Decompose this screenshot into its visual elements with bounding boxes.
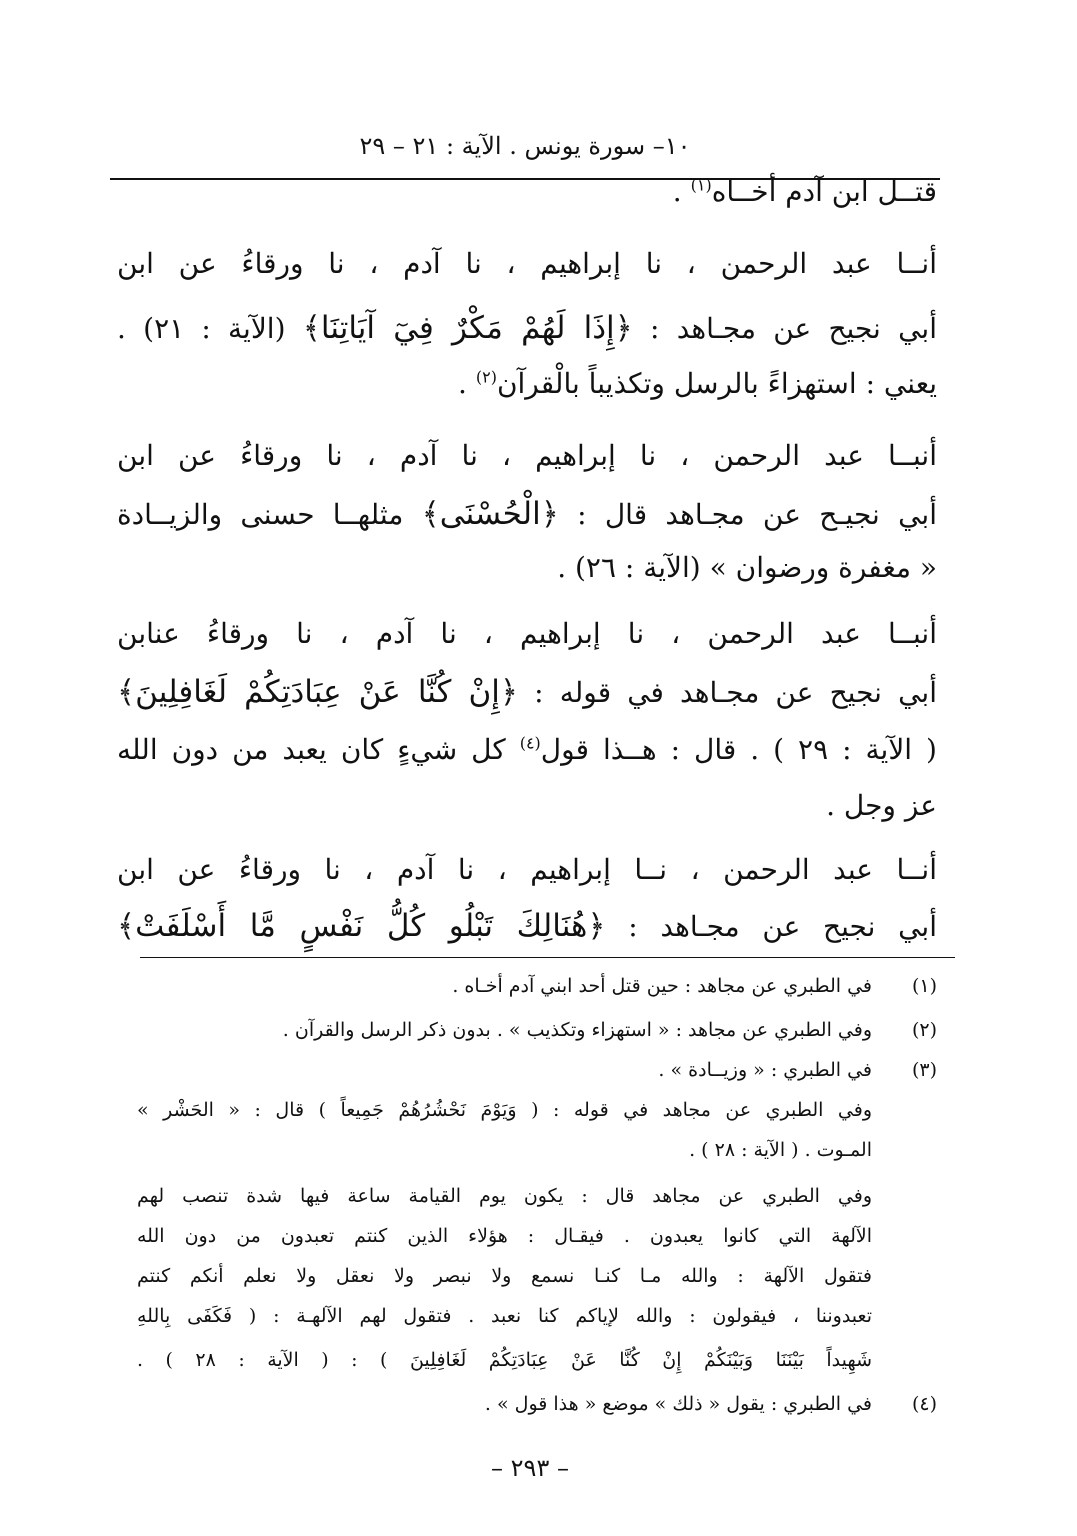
body-line: أبي نجيـح عن مجـاهد قال : ﴿الْحُسْنَى﴾ مثلهــا حسنى والزيــادة	[117, 496, 937, 532]
body-line: ( الآية : ٢٩ ) . قال : هــذا قول$^{(٤)}$ كل شيءٍ كان يعبد من دون الله	[117, 733, 937, 766]
footnote: (٢)وفي الطبري عن مجاهد : « استهزاء وتكذيب » . بدون ذكر الرسل والقرآن .	[117, 1016, 937, 1044]
body-line: أنــا عبد الرحمن ، نا إبراهيم ، نا آدم ، نا ورقاءُ عن ابن	[117, 247, 937, 280]
body-line: يعني : استهزاءً بالرسل وتكذيباً بالْقرآن$^{(٢)}$ .	[458, 367, 937, 400]
footnote-continuation: المـوت . ( الآية : ٢٨ ) .	[689, 1139, 872, 1161]
footnote-continuation: وفي الطبري عن مجاهد قال : يكون يوم القيامة ساعة فيها شدة تنصب لهم	[137, 1185, 872, 1207]
body-line: أبي نجيح عن مجـاهد في قوله : ﴿إِنْ كُنَّا عَنْ عِبَادَتِكُمْ لَغَافِلِينَ﴾	[117, 674, 937, 710]
footnote-ref: (٤)	[519, 733, 541, 753]
footnote-number: (٣)	[911, 1059, 937, 1081]
quran-verse: ﴿إِذَا لَهُمْ مَكْرٌ فِيٓ آيَاتِنَا﴾	[302, 310, 633, 346]
footnote-continuation: الآلهة التي كانوا يعبدون . فيقـال : هؤلاء الذين كنتم تعبدون من دون الله	[137, 1225, 872, 1247]
body-line: قتــل ابن آدم أخــاه$^{(١)}$ .	[672, 175, 937, 208]
quran-verse: ﴿هُنَالِكَ تَبْلُو كُلُّ نَفْسٍ مَّا أَسْلَفَتْ﴾	[117, 908, 606, 944]
body-line: أبي نجيح عن مجـاهد : ﴿إِذَا لَهُمْ مَكْرٌ فِيٓ آيَاتِنَا﴾ (الآية : ٢١) .	[117, 310, 937, 346]
footnote-separator	[140, 957, 955, 958]
footnote-continuation: شَهِيداً بَيْنَنَا وَبَيْنَكُمْ إِنْ كُنَّا عَنْ عِبَادَتِكُمْ لَغَافِلِينَ ) : ( الآية : ٢٨ ) .	[137, 1349, 872, 1371]
page-number: – ٢٩٣ –	[491, 1454, 569, 1482]
footnote-continuation: فتقول الآلهة : والله مـا كنـا نسمع ولا نبصر ولا نعقل ولا نعلم أنكم كنتم	[137, 1265, 872, 1287]
body-line: أبي نجيح عن مجـاهد : ﴿هُنَالِكَ تَبْلُو كُلُّ نَفْسٍ مَّا أَسْلَفَتْ﴾	[117, 908, 938, 944]
footnote-ref: (١)	[690, 175, 712, 195]
footnote: (١)في الطبري عن مجاهد : حين قتل أحد ابني آدم أخـاه .	[117, 972, 937, 1000]
footnote-number: (٢)	[911, 1019, 937, 1041]
body-line: أنبــا عبد الرحمن ، نا إبراهيم ، نا آدم ، نا ورقاءُ عنابن	[117, 617, 937, 650]
running-header: ١٠– سورة يونس . الآية : ٢١ – ٢٩	[359, 132, 691, 160]
quran-verse: ﴿إِنْ كُنَّا عَنْ عِبَادَتِكُمْ لَغَافِلِينَ﴾	[117, 674, 519, 710]
footnote-number: (١)	[911, 975, 937, 997]
quran-verse: ﴿الْحُسْنَى﴾	[421, 496, 559, 532]
body-line: عز وجل .	[826, 789, 937, 822]
footnote-number: (٤)	[911, 1393, 937, 1415]
body-line: « مغفرة ورضوان » (الآية : ٢٦) .	[557, 551, 937, 584]
footnote-continuation: تعبدوننا ، فيقولون : والله لإياكم كنا نعبد . فتقول لهم الآلهـة : ( فَكَفَى بِاللهِ	[137, 1305, 872, 1327]
footnote-ref: (٢)	[475, 367, 497, 387]
body-line: أنــا عبد الرحمن ، نــا إبراهيم ، نا آدم ، نا ورقاءُ عن ابن	[117, 853, 937, 886]
footnote-continuation: وفي الطبري عن مجاهد في قوله : ( وَيَوْمَ نَحْشُرُهُمْ جَمِيعاً ) قال : « الحَشْر »	[137, 1099, 872, 1121]
footnote: (٣)في الطبري : « وزيــادة » .	[117, 1056, 937, 1084]
body-line: أنبــا عبد الرحمن ، نا إبراهيم ، نا آدم ، نا ورقاءُ عن ابن	[117, 439, 937, 472]
footnote: (٤)في الطبري : يقول « ذلك » موضع « هذا قول » .	[117, 1390, 937, 1418]
